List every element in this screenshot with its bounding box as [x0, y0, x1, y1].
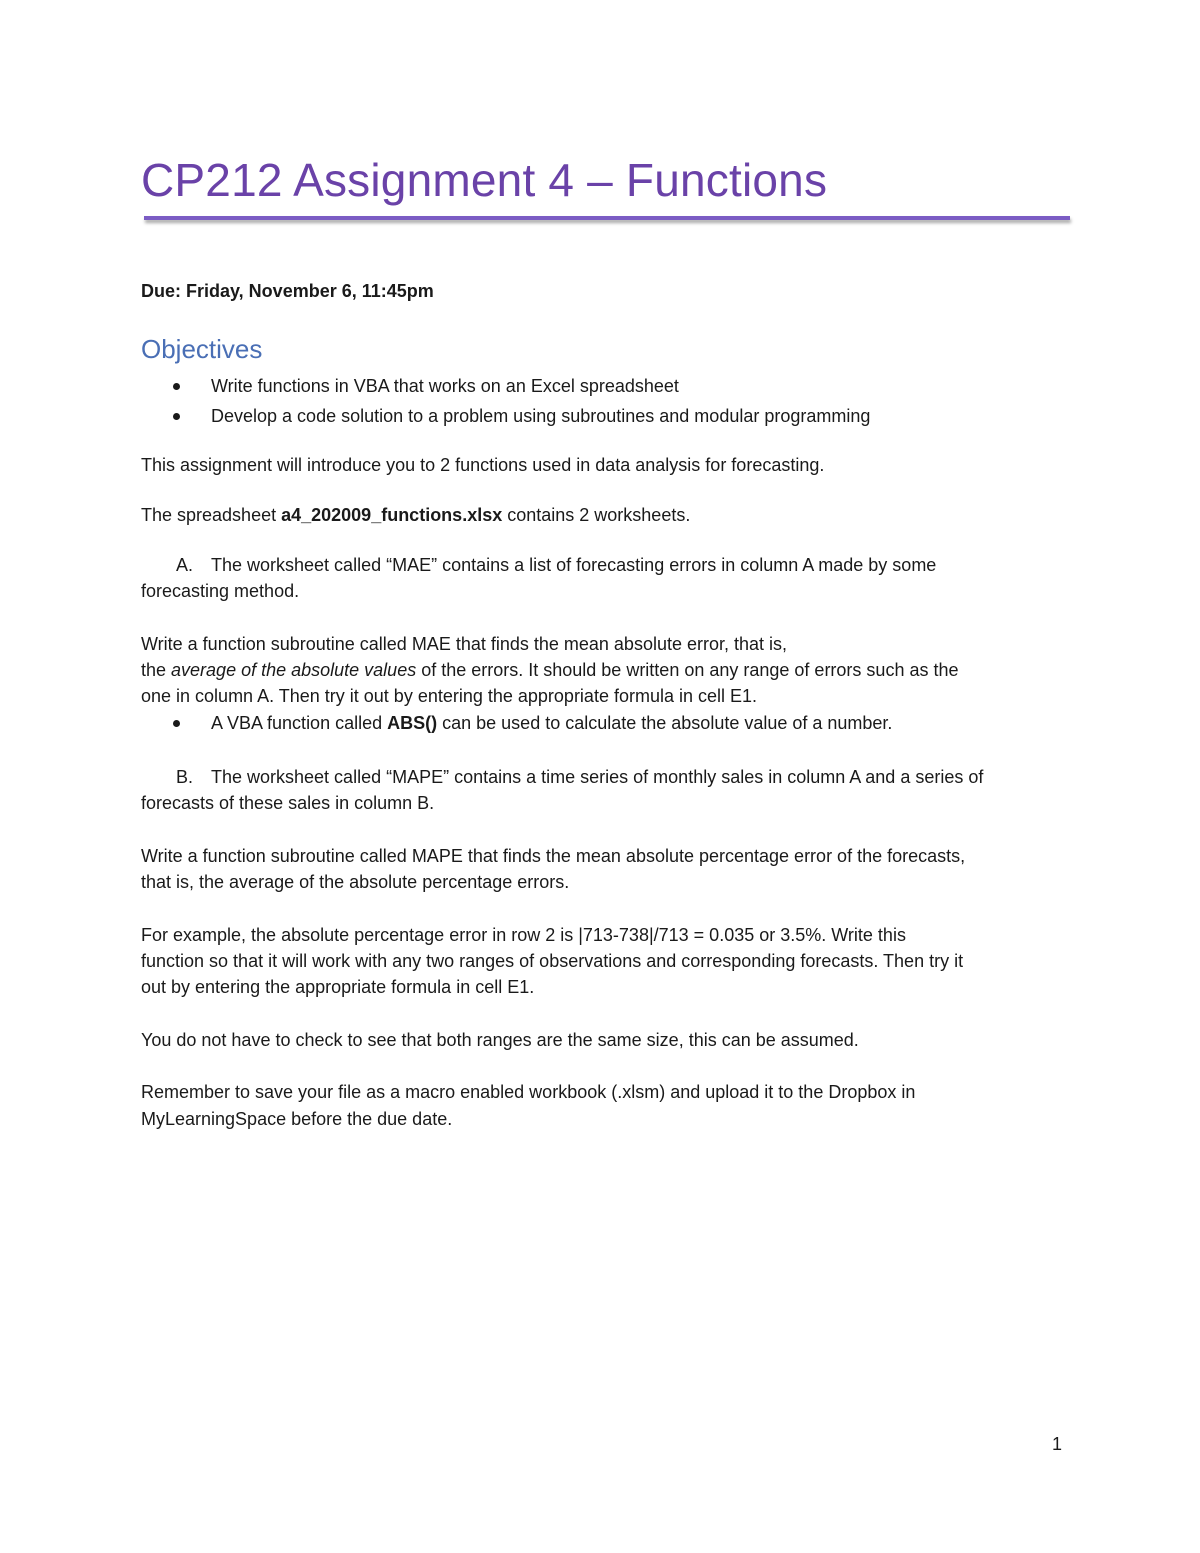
part-a-description: [141, 552, 1071, 578]
bullet-icon: [173, 413, 180, 420]
part-a-letter: A.: [176, 555, 194, 575]
title-underline: [144, 216, 1070, 220]
objective-text: Write functions in VBA that works on an Excel spreadsheet: [211, 376, 679, 396]
bullet-icon: [173, 383, 180, 390]
part-b-write-line2: that is, the average of the absolute percentage errors.: [141, 872, 570, 892]
part-b-letter: B.: [176, 767, 194, 787]
objectives-heading: Objectives: [141, 334, 263, 364]
example-line1: For example, the absolute percentage error in row 2 is |713-738|/713 = 0.035 or 3.5%. Write this: [141, 925, 906, 945]
objective-text: Develop a code solution to a problem using subroutines and modular programming: [211, 406, 871, 426]
due-date: Due: Friday, November 6, 11:45pm: [141, 281, 434, 301]
part-a-write-line3: one in column A. Then try it out by entering the appropriate formula in cell E1.: [141, 686, 758, 706]
average-absolute-values-emphasis: average of the absolute values: [171, 660, 417, 680]
part-b-line2: forecasts of these sales in column B.: [141, 793, 435, 813]
abs-function-name: ABS(): [387, 713, 438, 733]
part-b-description: [141, 764, 1071, 790]
write-line2-post: of the errors. It should be written on any range of errors such as the: [416, 660, 959, 680]
remember-line2: MyLearningSpace before the due date.: [141, 1109, 453, 1129]
part-a-write-line2: [141, 657, 1071, 683]
page-number: 1: [1052, 1434, 1063, 1454]
spreadsheet-filename: a4_202009_functions.xlsx: [281, 505, 503, 525]
bullet-icon: [173, 720, 180, 727]
note-paragraph: You do not have to check to see that both ranges are the same size, this can be assumed.: [141, 1030, 859, 1050]
example-line3: out by entering the appropriate formula in cell E1.: [141, 977, 535, 997]
spreadsheet-paragraph: [141, 502, 1071, 528]
part-b-write-line1: Write a function subroutine called MAPE that finds the mean absolute percentage error of the forecasts,: [141, 846, 966, 866]
abs-bullet-text: A VBA function called ABS() can be used to calculate the absolute value of a number.: [211, 713, 893, 733]
example-line2: function so that it will work with any two ranges of observations and corresponding forecasts. Then try it: [141, 951, 964, 971]
part-b-line1: The worksheet called “MAPE” contains a time series of monthly sales in column A and a series of: [211, 767, 984, 787]
document-title: CP212 Assignment 4 – Functions: [141, 154, 828, 206]
spreadsheet-text-pre: The spreadsheet: [141, 505, 282, 525]
spreadsheet-text-post: contains 2 worksheets.: [502, 505, 691, 525]
part-a-line2: forecasting method.: [141, 581, 300, 601]
remember-line1: Remember to save your file as a macro enabled workbook (.xlsm) and upload it to the Dropbox in: [141, 1082, 916, 1102]
part-a-write-line1: Write a function subroutine called MAE that finds the mean absolute error, that is,: [141, 634, 788, 654]
part-a-line1: The worksheet called “MAE” contains a list of forecasting errors in column A made by some: [211, 555, 937, 575]
intro-paragraph: This assignment will introduce you to 2 functions used in data analysis for forecasting.: [141, 455, 825, 475]
write-line2-pre: the: [141, 660, 172, 680]
